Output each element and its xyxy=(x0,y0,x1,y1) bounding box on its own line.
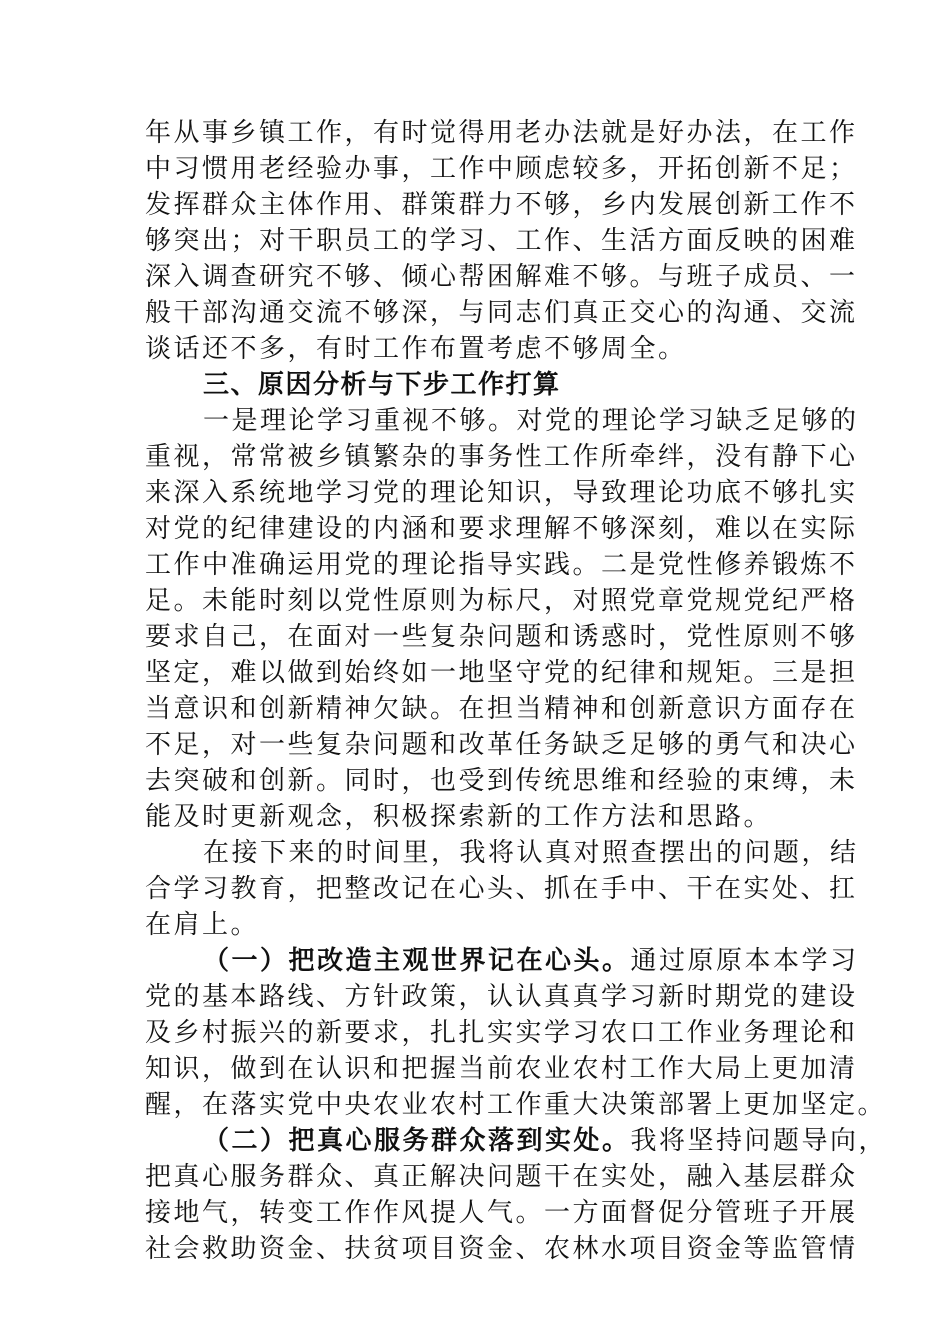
text-line: 深入调查研究不够、倾心帮困解难不够。与班子成员、一 xyxy=(145,262,858,292)
item-heading: （一）把改造主观世界记在心头。 xyxy=(203,946,631,976)
document-page xyxy=(145,115,888,1267)
text-line: 来深入系统地学习党的理论知识，导致理论功底不够扎实 xyxy=(145,478,858,508)
text-line: 在肩上。 xyxy=(145,910,260,940)
text-line: 不足，对一些复杂问题和改革任务缺乏足够的勇气和决心 xyxy=(145,730,858,760)
text-line: 去突破和创新。同时，也受到传统思维和经验的束缚，未 xyxy=(145,766,858,796)
item-text: 通过原原本本学习 xyxy=(630,946,859,976)
paragraph-analysis xyxy=(145,403,859,835)
text-line: 当意识和创新精神欠缺。在担当精神和创新意识方面存在 xyxy=(145,694,858,724)
text-line: 知识，做到在认识和把握当前农业农村工作大局上更加清 xyxy=(145,1054,858,1084)
text-line: 坚定，难以做到始终如一地坚守党的纪律和规矩。三是担 xyxy=(145,658,858,688)
text-line: 把真心服务群众、真正解决问题干在实处，融入基层群众 xyxy=(145,1162,858,1192)
paragraph-plan xyxy=(145,835,859,943)
text-line: 合学习教育，把整改记在心头、抓在手中、干在实处、扛 xyxy=(145,874,858,904)
text-line: 发挥群众主体作用、群策群力不够，乡内发展创新工作不 xyxy=(145,190,858,220)
text-line: 接地气，转变工作作风提人气。一方面督促分管班子开展 xyxy=(145,1198,858,1228)
text-line: 够突出；对干职员工的学习、工作、生活方面反映的困难 xyxy=(145,226,858,256)
text-line: 般干部沟通交流不够深，与同志们真正交心的沟通、交流 xyxy=(145,298,858,328)
paragraph-item-2 xyxy=(145,1123,888,1267)
text-line: 对党的纪律建设的内涵和要求理解不够深刻，难以在实际 xyxy=(145,514,858,544)
text-line: 足。未能时刻以党性原则为标尺，对照党章党规党纪严格 xyxy=(145,586,858,616)
text-line: 工作中准确运用党的理论指导实践。二是党性修养锻炼不 xyxy=(145,550,858,580)
text-line xyxy=(145,943,859,979)
item-text: 我将坚持问题导向， xyxy=(630,1126,888,1156)
text-line: 在接下来的时间里，我将认真对照查摆出的问题，结 xyxy=(203,838,859,868)
paragraph-item-1 xyxy=(145,943,887,1123)
text-line: 社会救助资金、扶贫项目资金、农林水项目资金等监管情 xyxy=(145,1234,858,1264)
text-line: 能及时更新观念，积极探索新的工作方法和思路。 xyxy=(145,802,773,832)
text-line: 年从事乡镇工作，有时觉得用老办法就是好办法，在工作 xyxy=(145,118,858,148)
section-heading: 三、原因分析与下步工作打算 xyxy=(203,370,561,400)
text-line: 一是理论学习重视不够。对党的理论学习缺乏足够的 xyxy=(203,406,859,436)
item-heading: （二）把真心服务群众落到实处。 xyxy=(203,1126,631,1156)
paragraph-shortcomings xyxy=(145,115,858,367)
text-line: 重视，常常被乡镇繁杂的事务性工作所牵绊，没有静下心 xyxy=(145,442,858,472)
text-line: 党的基本路线、方针政策，认认真真学习新时期党的建设 xyxy=(145,982,858,1012)
text-line: 谈话还不多，有时工作布置考虑不够周全。 xyxy=(145,334,687,364)
text-line: 中习惯用老经验办事，工作中顾虑较多，开拓创新不足； xyxy=(145,154,858,184)
text-line: 要求自己，在面对一些复杂问题和诱惑时，党性原则不够 xyxy=(145,622,858,652)
text-line: 及乡村振兴的新要求，扎扎实实学习农口工作业务理论和 xyxy=(145,1018,858,1048)
text-line: 醒，在落实党中央农业农村工作重大决策部署上更加坚定。 xyxy=(145,1090,887,1120)
text-line xyxy=(145,1123,888,1159)
